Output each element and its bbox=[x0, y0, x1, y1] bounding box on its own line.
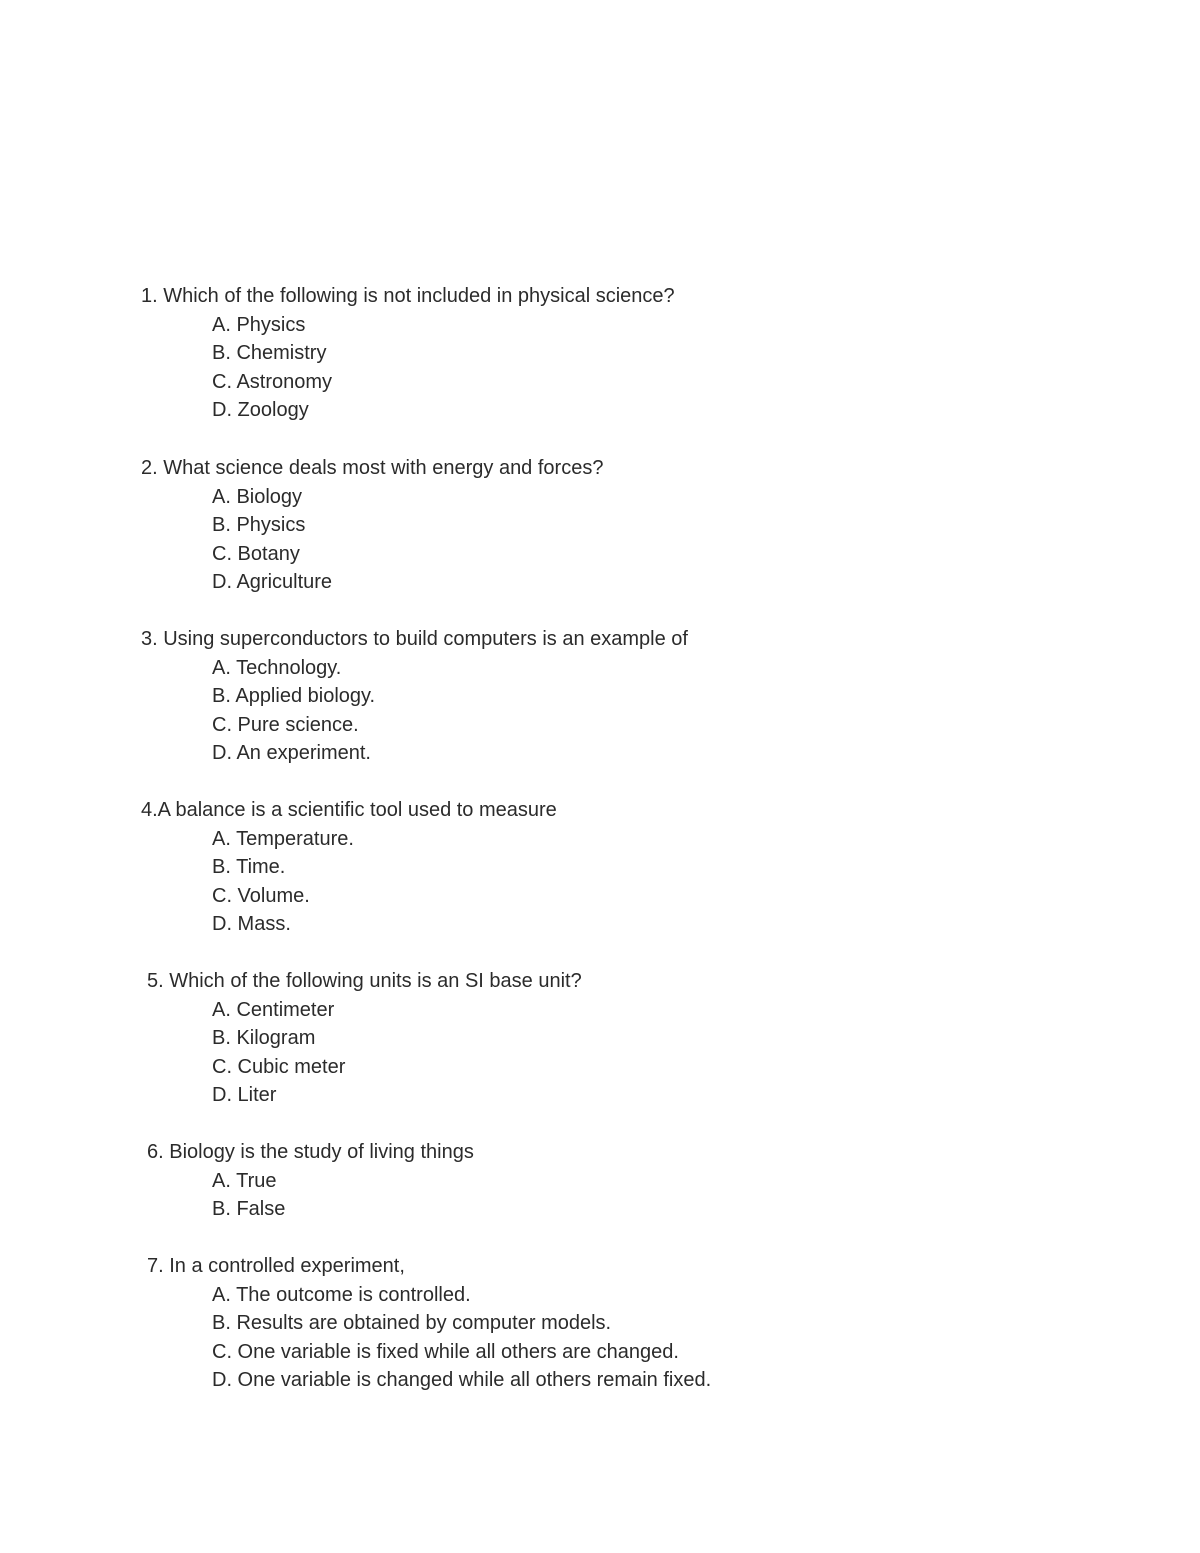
answer-option: A. True bbox=[212, 1169, 277, 1192]
question-text: 1. Which of the following is not included in physical science? bbox=[141, 285, 675, 307]
answer-option: D. An experiment. bbox=[212, 742, 371, 764]
answer-option: D. Liter bbox=[212, 1084, 277, 1106]
answer-option: B. Kilogram bbox=[212, 1027, 316, 1049]
question-1 bbox=[141, 282, 1041, 425]
answer-option: D. Agriculture bbox=[212, 571, 333, 593]
answer-option: A. Physics bbox=[212, 313, 306, 336]
answer-options bbox=[141, 654, 1041, 768]
question-4 bbox=[141, 796, 1041, 939]
question-6 bbox=[141, 1138, 1041, 1224]
answer-options bbox=[141, 996, 1041, 1110]
question-2 bbox=[141, 454, 1041, 597]
answer-option: A. Technology. bbox=[212, 656, 342, 679]
question-text: 3. Using superconductors to build computers is an example of bbox=[141, 628, 688, 650]
answer-option: C. Pure science. bbox=[212, 713, 359, 736]
question-text: 2. What science deals most with energy and forces? bbox=[141, 457, 604, 479]
answer-option: A. The outcome is controlled. bbox=[212, 1283, 471, 1306]
question-3 bbox=[141, 625, 1041, 768]
answer-option: C. Volume. bbox=[212, 884, 310, 907]
answer-option: B. Results are obtained by computer models. bbox=[212, 1312, 612, 1334]
question-text: 6. Biology is the study of living things bbox=[147, 1141, 474, 1163]
answer-option: A. Temperature. bbox=[212, 827, 354, 850]
answer-options bbox=[141, 1281, 1041, 1395]
answer-options bbox=[141, 483, 1041, 597]
answer-option: D. One variable is changed while all others remain fixed. bbox=[212, 1369, 712, 1391]
answer-options bbox=[141, 825, 1041, 939]
question-text: 7. In a controlled experiment, bbox=[147, 1255, 405, 1277]
answer-option: B. Time. bbox=[212, 856, 286, 878]
question-7 bbox=[141, 1252, 1041, 1395]
answer-option: B. False bbox=[212, 1198, 286, 1220]
answer-option: B. Applied biology. bbox=[212, 685, 376, 707]
answer-option: D. Mass. bbox=[212, 913, 291, 935]
question-text: 5. Which of the following units is an SI base unit? bbox=[147, 970, 582, 992]
answer-option: C. Botany bbox=[212, 542, 300, 565]
answer-option: C. Cubic meter bbox=[212, 1055, 346, 1078]
answer-option: A. Centimeter bbox=[212, 998, 335, 1021]
answer-option: C. One variable is fixed while all others are changed. bbox=[212, 1340, 679, 1363]
answer-option: C. Astronomy bbox=[212, 370, 333, 393]
answer-option: B. Physics bbox=[212, 514, 306, 536]
answer-option: B. Chemistry bbox=[212, 342, 327, 364]
question-5 bbox=[141, 967, 1041, 1110]
question-text: 4.A balance is a scientific tool used to measure bbox=[141, 799, 557, 821]
answer-option: D. Zoology bbox=[212, 399, 309, 421]
answer-option: A. Biology bbox=[212, 485, 303, 508]
answer-options bbox=[141, 311, 1041, 425]
answer-options bbox=[141, 1167, 1041, 1224]
